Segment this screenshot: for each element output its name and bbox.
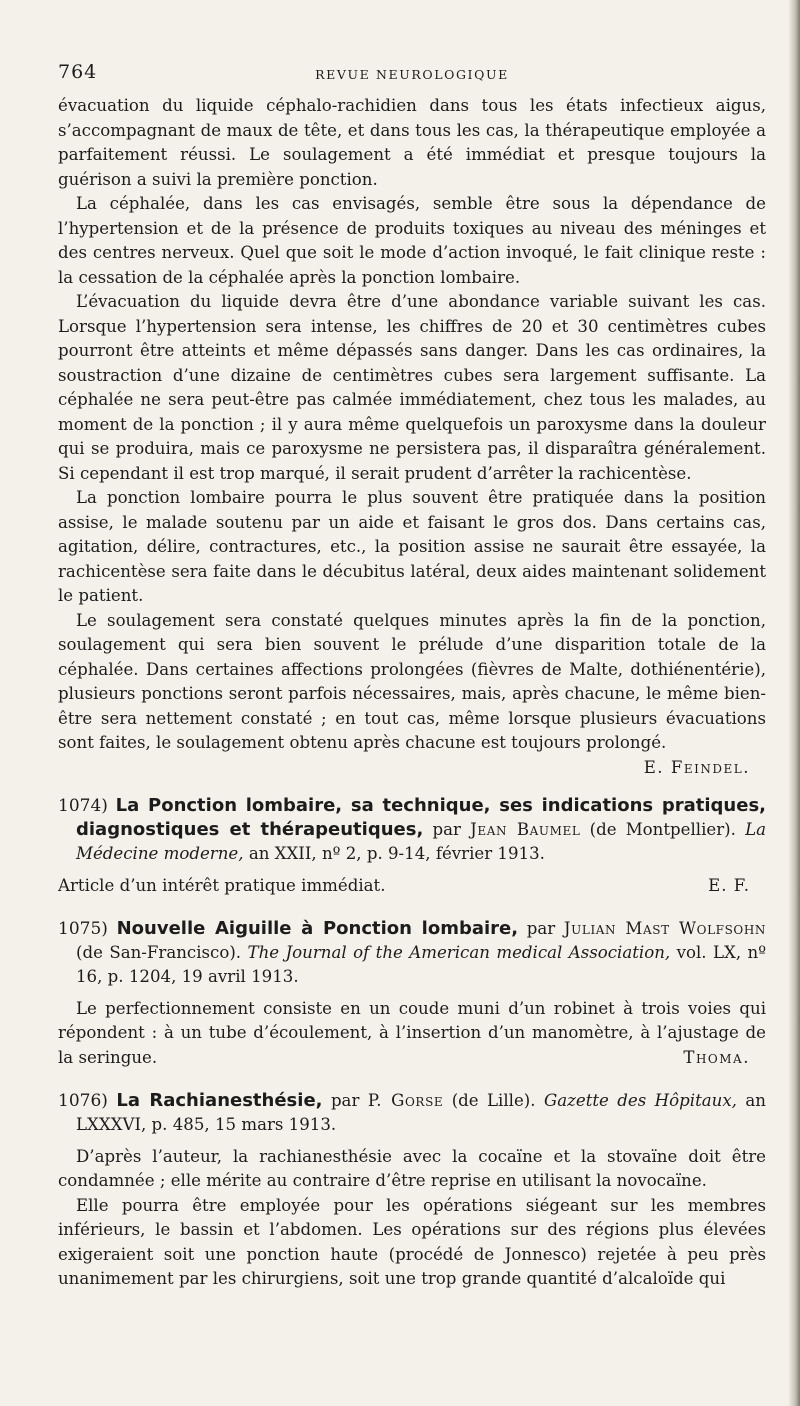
abstract-entry-1074 bbox=[58, 794, 766, 899]
abstract-entry-1076 bbox=[58, 1089, 766, 1292]
entry-citation: an LXXXVI, p. 485, 15 mars 1913. bbox=[76, 1090, 766, 1134]
entry-journal: Gazette des Hôpitaux, bbox=[543, 1090, 737, 1110]
entry-number: 1074) bbox=[58, 796, 108, 816]
paragraph-5: Le soulagement sera constaté quelques minutes après la fin de la ponction, soulagement qui sera bien souvent le prélude d’une disparition totale de la céphalée. Dans certaines affections prolongées (fièvres de Malte, dothiénentérie), plusieurs ponctions seront parfois nécessaires, mais, après chacune, le même bien-être sera nettement constaté ; en tout cas, même lorsque plusieurs évacuations sont faites, le soulagement obtenu après chacune est toujours prolongé. bbox=[58, 610, 766, 752]
abstract-entry-1075 bbox=[58, 917, 766, 1071]
entry-author: Jean Baumel bbox=[470, 820, 581, 839]
entry-journal: The Journal of the American medical Association, bbox=[247, 942, 671, 962]
entry-signature: Thoma. bbox=[683, 1048, 750, 1067]
page-number: 764 bbox=[58, 61, 98, 83]
entry-by: par bbox=[432, 820, 461, 839]
entry-by: par bbox=[330, 1090, 360, 1110]
running-title: REVUE NEUROLOGIQUE bbox=[315, 67, 509, 82]
entry-signature: E. F. bbox=[708, 876, 750, 895]
entry-heading bbox=[58, 917, 766, 989]
entry-title: La Rachianesthésie, bbox=[116, 1089, 323, 1111]
entry-affiliation: (de San-Francisco). bbox=[76, 942, 242, 962]
entry-body-paragraph-2: Elle pourra être employée pour les opérations siégeant sur les membres inférieurs, le bassin et l’abdomen. Les opérations sur des régions plus élevées exigeraient soit une ponction haute (procédé de Jonnesco) rejetée à peu près unanimement par les chirurgiens, soit une trop grande quantité d’alcaloïde qui bbox=[58, 1195, 766, 1288]
entry-author: P. Gorse bbox=[367, 1090, 444, 1110]
entry-citation: vol. LX, nº 16, p. 1204, 19 avril 1913. bbox=[76, 942, 767, 986]
entry-affiliation: (de Lille). bbox=[451, 1090, 536, 1110]
entry-number: 1076) bbox=[58, 1090, 108, 1111]
paragraph-4: La ponction lombaire pourra le plus souvent être pratiquée dans la position assise, le malade soutenu par un aide et faisant le gros dos. Dans certains cas, agitation, délire, contractures, etc., la position assise ne saurait être essayée, la rachicentèse sera faite dans le décubitus latéral, deux aides maintenant solidement le patient. bbox=[58, 488, 766, 605]
paragraph-1: évacuation du liquide céphalo-rachidien dans tous les états infectieux aigus, s’accompagnant de maux de tête, et dans tous les cas, la thérapeutique employée a parfaitement réussi. Le soulagement a été immédiat et presque toujours la guérison a suivi la première ponction. bbox=[58, 96, 766, 189]
journal-page bbox=[58, 60, 766, 1292]
entry-author: Julian Mast Wolfsohn bbox=[563, 918, 766, 938]
paragraph-2: La céphalée, dans les cas envisagés, semble être sous la dépendance de l’hypertension et de la présence de produits toxiques au niveau des méninges et des centres nerveux. Quel que soit le mode d’action invoqué, le fait clinique reste : la cessation de la céphalée après la ponction lombaire. bbox=[58, 194, 766, 287]
paragraph-3: L’évacuation du liquide devra être d’une abondance variable suivant les cas. Lorsque l’hypertension sera intense, les chiffres de 20 et 30 centimètres cubes pourront être atteints et même dépassés sans danger. Dans les cas ordinaires, la soustraction d’une dizaine de centimètres cubes sera largement suffisante. La céphalée ne sera peut-être pas calmée immédiatement, chez tous les malades, au moment de la ponction ; il y aura même quelquefois un paroxysme dans la douleur qui se produira, mais ce paroxysme ne persistera pas, il disparaîtra généralement. Si cependant il est trop marqué, il serait prudent d’arrêter la rachicentèse. bbox=[58, 292, 766, 483]
entry-body: Article d’un intérêt pratique immédiat. bbox=[58, 876, 386, 895]
entry-number: 1075) bbox=[58, 918, 108, 939]
page-header bbox=[58, 60, 766, 86]
entry-body: Le perfectionnement consiste en un coude muni d’un robinet à trois voies qui répondent : à un tube d’écoulement, à l’insertion d’un manomètre, à l’ajustage de la seringue. bbox=[58, 998, 766, 1067]
entry-heading bbox=[58, 1089, 766, 1137]
entry-body-row bbox=[58, 874, 766, 899]
signature-feindel: E. Feindel. bbox=[643, 757, 750, 777]
entry-affiliation: (de Montpellier). bbox=[589, 820, 736, 839]
entry-title: Nouvelle Aiguille à Ponction lombaire, bbox=[116, 917, 519, 939]
entry-by: par bbox=[526, 918, 556, 938]
entry-title: La Ponction lombaire, sa technique, ses indications pratiques, diagnostiques et thérapeutiques, bbox=[76, 795, 766, 840]
entry-heading bbox=[58, 794, 766, 866]
book-spine-shadow bbox=[788, 0, 800, 1406]
entry-body-paragraph-1: D’après l’auteur, la rachianesthésie avec la cocaïne et la stovaïne doit être condamnée ; elle mérite au contraire d’être reprise en utilisant la novocaïne. bbox=[58, 1146, 766, 1190]
entry-citation: an XXII, nº 2, p. 9-14, février 1913. bbox=[248, 844, 545, 863]
entry-journal: La Médecine moderne, bbox=[76, 820, 766, 863]
